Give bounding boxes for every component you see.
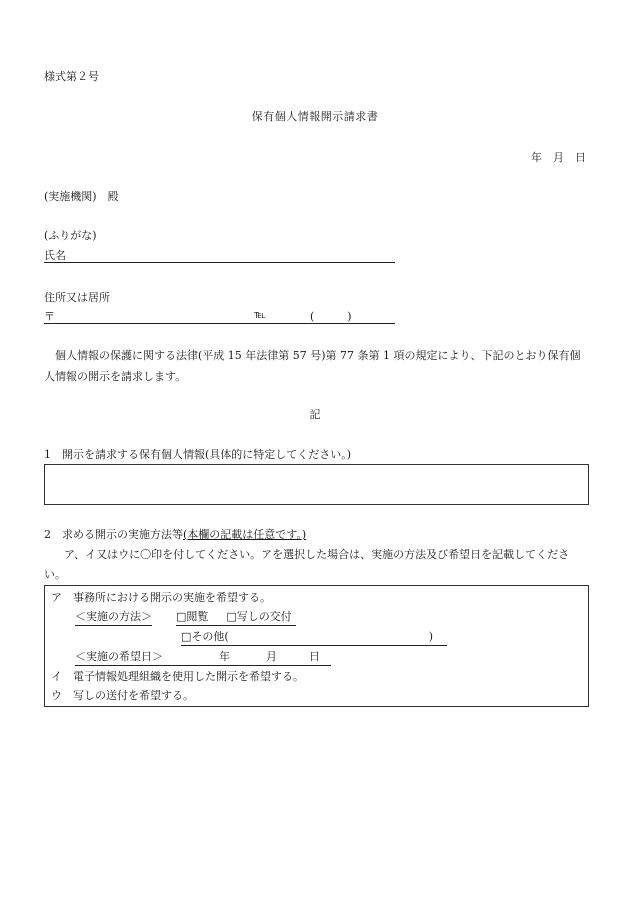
desired-day: 日 — [309, 650, 320, 663]
method-other-checkbox[interactable]: □その他( — [181, 630, 229, 643]
method-other-field[interactable] — [181, 628, 447, 646]
desired-date-field[interactable] — [75, 648, 331, 666]
tel-area-code[interactable]: ( ) — [310, 310, 352, 323]
desired-date-row — [75, 648, 331, 666]
section2-instruction: ア、イ又はウに〇印を付してください。アを選択した場合は、実施の方法及び希望日を記載してください。 — [44, 548, 570, 581]
section2-prefix: 2 求める開示の実施方法等 — [44, 528, 183, 541]
option-i[interactable]: イ 電子情報処理組織を使用した開示を希望する。 — [51, 670, 304, 683]
section2-label — [44, 526, 306, 542]
address-label: 住所又は居所 — [44, 291, 110, 304]
name-label: 氏名 — [44, 249, 66, 262]
form-number: 様式第２号 — [44, 70, 99, 83]
date-field[interactable]: 年 月 日 — [531, 151, 586, 164]
ki-heading: 記 — [309, 408, 321, 421]
section2-note: (本欄の記載は任意です。) — [183, 528, 307, 541]
desired-year: 年 — [219, 650, 230, 663]
addressee: (実施機関) 殿 — [44, 190, 119, 203]
desired-date-label: ＜実施の希望日＞ — [75, 650, 163, 663]
option-u[interactable]: ウ 写しの送付を希望する。 — [51, 689, 194, 702]
postal-mark: 〒 — [44, 310, 55, 323]
method-other-row — [181, 628, 447, 646]
method-label: ＜実施の方法＞ — [75, 608, 152, 626]
section1-label: 1 開示を請求する保有個人情報(具体的に特定してください。) — [44, 448, 352, 461]
furigana-label: (ふりがな) — [44, 229, 97, 242]
page-title: 保有個人情報開示請求書 — [251, 110, 379, 123]
address-field[interactable] — [44, 308, 395, 324]
name-field[interactable] — [44, 247, 395, 263]
disclosure-method-box — [44, 585, 589, 707]
method-view-checkbox[interactable]: □閲覧 — [176, 610, 209, 623]
requested-info-box[interactable] — [44, 464, 589, 505]
desired-month: 月 — [266, 650, 277, 663]
method-other-close: ) — [428, 630, 433, 643]
tel-label: ℡ — [254, 308, 266, 321]
request-statement: 個人情報の保護に関する法律(平成 15 年法律第 57 号)第 77 条第 1 項の規定により、下記のとおり保有個人情報の開示を請求します。 — [44, 349, 581, 383]
method-row — [75, 608, 296, 626]
option-a[interactable]: ア 事務所における開示の実施を希望する。 — [51, 591, 271, 604]
method-copy-checkbox[interactable]: □写しの交付 — [226, 610, 292, 623]
method-options — [176, 608, 296, 626]
